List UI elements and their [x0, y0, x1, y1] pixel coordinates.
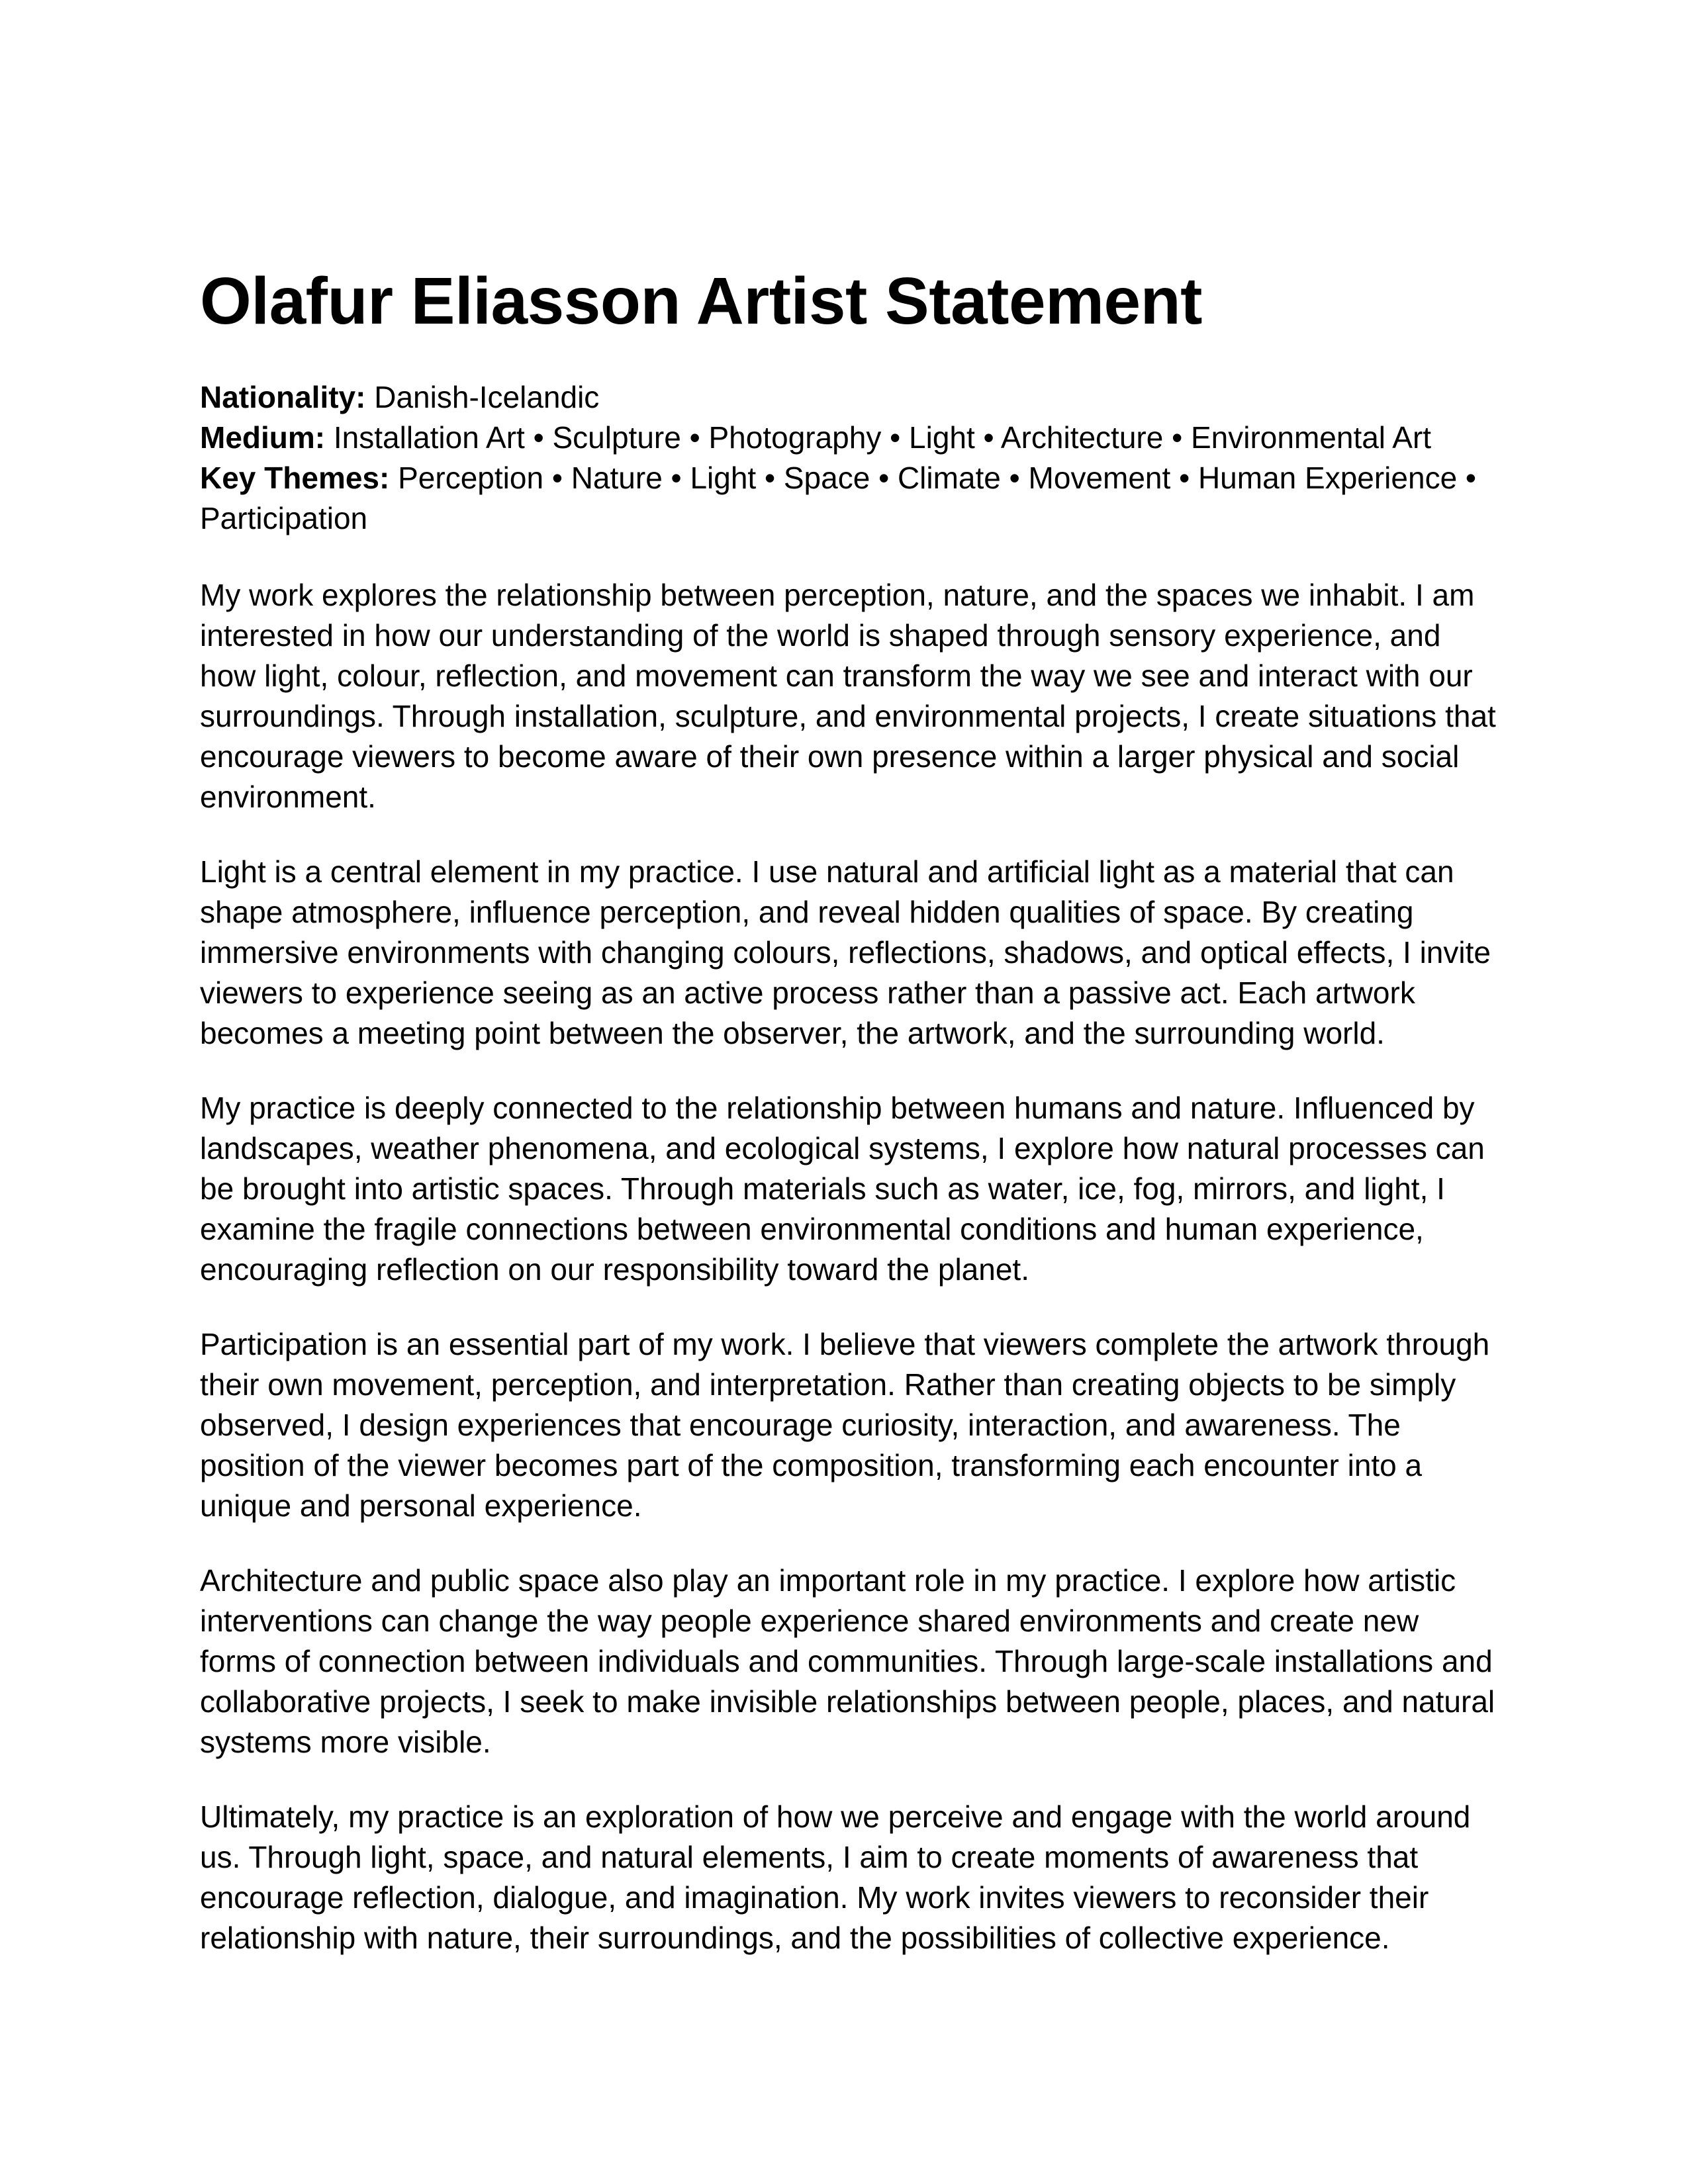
- meta-medium: [200, 418, 1497, 458]
- meta-value: Installation Art • Sculpture • Photography • Light • Architecture • Environmental Art: [333, 420, 1432, 455]
- meta-label: Key Themes:: [200, 461, 390, 495]
- paragraph-3: My practice is deeply connected to the relationship between humans and nature. Influenced by landscapes, weather phenomena, and ecological systems, I explore how natural processes can be brought into artistic spaces. Through materials such as water, ice, fog, mirrors, and light, I examine the fragile connections between environmental conditions and human experience, encouraging reflection on our responsibility toward the planet.: [200, 1091, 1485, 1287]
- paragraph-5: Architecture and public space also play an important role in my practice. I explore how artistic interventions can change the way people experience shared environments and create new forms of connection between individuals and communities. Through large-scale installations and collaborative projects, I seek to make invisible relationships between people, places, and natural systems more visible.: [200, 1563, 1495, 1759]
- meta-value: Perception • Nature • Light • Space • Climate • Movement • Human Experience • Participation: [200, 461, 1477, 535]
- paragraph-1: My work explores the relationship between perception, nature, and the spaces we inhabit. I am interested in how our understanding of the world is shaped through sensory experience, and how light, colour, reflection, and movement can transform the way we see and interact with our surroundings. Through installation, sculpture, and environmental projects, I create situations that encourage viewers to become aware of their own presence within a larger physical and social environment.: [200, 578, 1496, 814]
- artist-meta: [200, 377, 1497, 539]
- meta-value: Danish-Icelandic: [374, 380, 600, 414]
- document-page: [200, 261, 1497, 1993]
- meta-label: Medium:: [200, 420, 326, 455]
- meta-nationality: [200, 377, 1497, 418]
- paragraph-6: Ultimately, my practice is an exploration of how we perceive and engage with the world around us. Through light, space, and natural elements, I aim to create moments of awareness that encourage reflection, dialogue, and imagination. My work invites viewers to reconsider their relationship with nature, their surroundings, and the possibilities of collective experience.: [200, 1799, 1471, 1955]
- meta-key-themes: [200, 458, 1497, 539]
- meta-label: Nationality:: [200, 380, 366, 414]
- paragraph-2: Light is a central element in my practice. I use natural and artificial light as a material that can shape atmosphere, influence perception, and reveal hidden qualities of space. By creating immersive environments with changing colours, reflections, shadows, and optical effects, I invite viewers to experience seeing as an active process rather than a passive act. Each artwork becomes a meeting point between the observer, the artwork, and the surrounding world.: [200, 854, 1491, 1050]
- paragraph-4: Participation is an essential part of my work. I believe that viewers complete the artwork through their own movement, perception, and interpretation. Rather than creating objects to be simply observed, I design experiences that encourage curiosity, interaction, and awareness. The position of the viewer becomes part of the composition, transforming each encounter into a unique and personal experience.: [200, 1327, 1490, 1523]
- document-title: Olafur Eliasson Artist Statement: [200, 264, 1202, 338]
